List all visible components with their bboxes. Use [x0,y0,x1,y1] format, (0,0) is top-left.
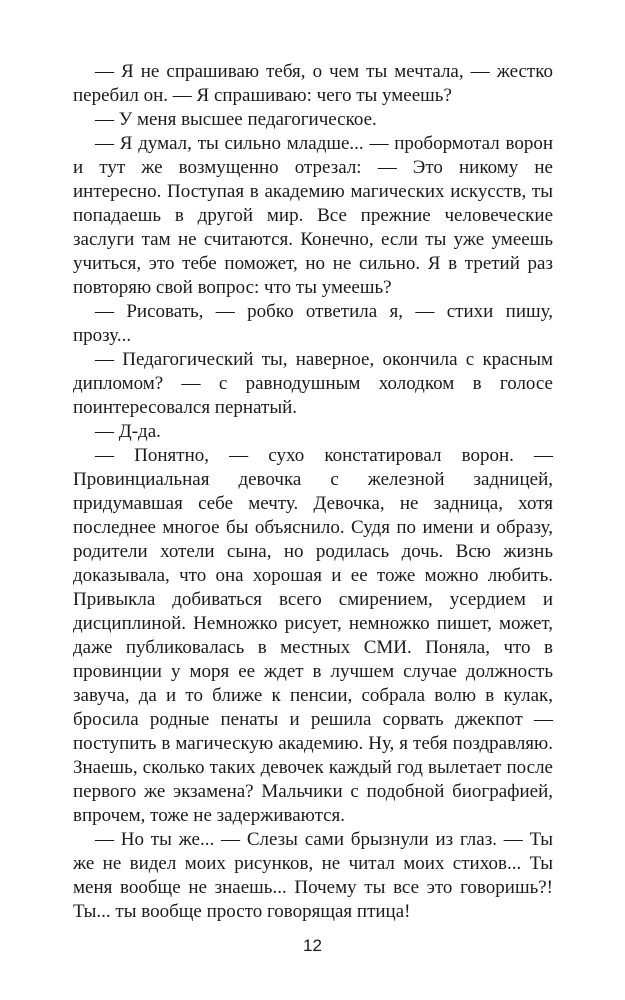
page-number: 12 [303,936,322,955]
paragraph: — Понятно, — сухо констатировал ворон. — Провинциальная девочка с железной задницей, придумавшая себе мечту. Девочка, не задница, хотя последнее многое бы объяснило. Судя по имени и образу, родители хотели сына, но родилась дочь. Всю жизнь доказывала, что она хорошая и ее тоже можно любить. Привыкла добиваться всего смирением, усердием и дисциплиной. Немножко рисует, немножко пишет, может, даже публиковалась в местных СМИ. Поняла, что в провинции у моря ее ждет в лучшем случае должность завуча, да и то ближе к пенсии, собрала волю в кулак, бросила родные пенаты и решила сорвать джекпот — поступить в магическую академию. Ну, я тебя поздравляю. Знаешь, сколько таких девочек каждый год вылетает после первого же экзамена? Мальчики с подобной биографией, впрочем, тоже не задерживаются. [73,445,553,826]
paragraph: — Рисовать, — робко ответила я, — стихи пишу, прозу... [73,301,553,346]
paragraph: — У меня высшее педагогическое. [95,109,377,130]
paragraph: — Но ты же... — Слезы сами брызнули из глаз. — Ты же не видел моих рисунков, не читал моих стихов... Ты меня вообще не знаешь... Почему ты все это говоришь?! Ты... ты вообще просто говорящая птица! [73,829,553,922]
paragraph: — Я не спрашиваю тебя, о чем ты мечтала, — жестко перебил он. — Я спрашиваю: чего ты умеешь? [73,61,553,106]
paragraph: — Я думал, ты сильно младше... — пробормотал ворон и тут же возмущенно отрезал: — Это никому не интересно. Поступая в академию магических искусств, ты попадаешь в другой мир. Все прежние человеческие заслуги там не считаются. Конечно, если ты уже умеешь учиться, это тебе поможет, но не сильно. Я в третий раз повторяю свой вопрос: что ты умеешь? [73,133,553,298]
paragraph: — Д-да. [95,421,161,442]
paragraph: — Педагогический ты, наверное, окончила с красным дипломом? — с равнодушным холодком в голосе поинтересовался пернатый. [73,349,553,418]
body-text [73,60,553,924]
